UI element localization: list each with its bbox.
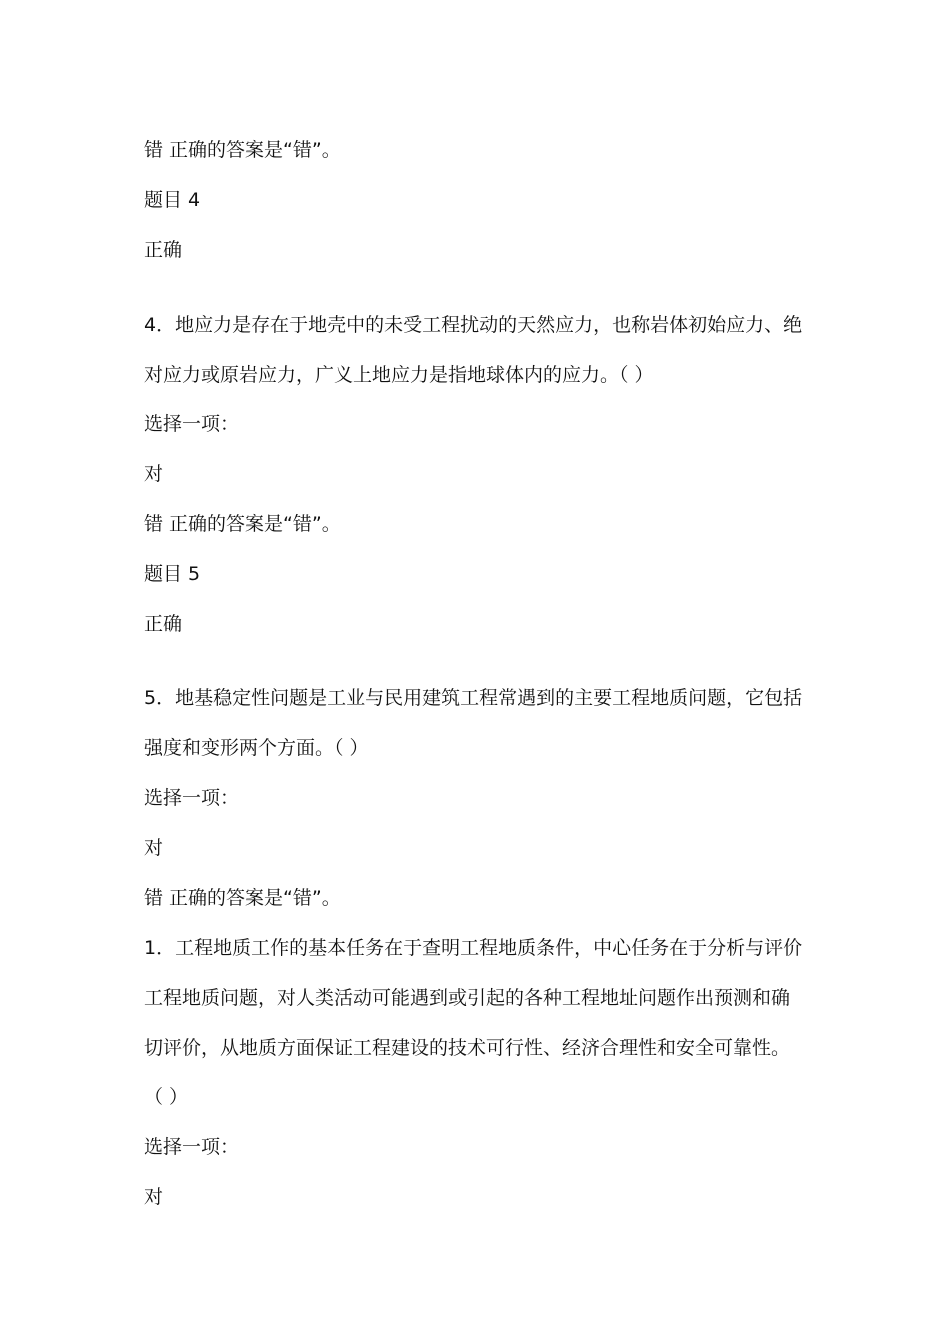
- question-4-prompt: 选择一项：: [144, 413, 240, 435]
- question-5-text-line1: 5．地基稳定性问题是工业与民用建筑工程常遇到的主要工程地质问题，它包括: [144, 687, 803, 709]
- question-4-option-true[interactable]: 对: [144, 463, 164, 485]
- question-5-label: 题目 5: [144, 563, 201, 585]
- question-1-text-line1: 1．工程地质工作的基本任务在于查明工程地质条件，中心任务在于分析与评价: [144, 937, 803, 959]
- question-1-text-line3: 切评价，从地质方面保证工程建设的技术可行性、经济合理性和安全可靠性。: [144, 1037, 791, 1059]
- question-4-option-false-feedback[interactable]: 错 正确的答案是“错”。: [144, 513, 341, 535]
- question-1-text-line2: 工程地质问题，对人类活动可能遇到或引起的各种工程地址问题作出预测和确: [144, 987, 791, 1009]
- question-4-label: 题目 4: [144, 189, 201, 211]
- question-4-text-line2: 对应力或原岩应力，广义上地应力是指地球体内的应力。（ ）: [144, 364, 654, 386]
- question-5-option-true[interactable]: 对: [144, 837, 164, 859]
- question-5-status: 正确: [144, 613, 183, 635]
- question-4-status: 正确: [144, 239, 183, 261]
- question-5-text-line2: 强度和变形两个方面。（ ）: [144, 737, 369, 759]
- question-5-option-false-feedback[interactable]: 错 正确的答案是“错”。: [144, 887, 341, 909]
- question-4-text-line1: 4．地应力是存在于地壳中的未受工程扰动的天然应力，也称岩体初始应力、绝: [144, 314, 803, 336]
- question-1-prompt: 选择一项：: [144, 1136, 240, 1158]
- question-5-prompt: 选择一项：: [144, 787, 240, 809]
- question-1-option-true[interactable]: 对: [144, 1186, 164, 1208]
- answer-feedback-q3: 错 正确的答案是“错”。: [144, 139, 341, 161]
- question-1-text-line4: （ ）: [144, 1086, 189, 1108]
